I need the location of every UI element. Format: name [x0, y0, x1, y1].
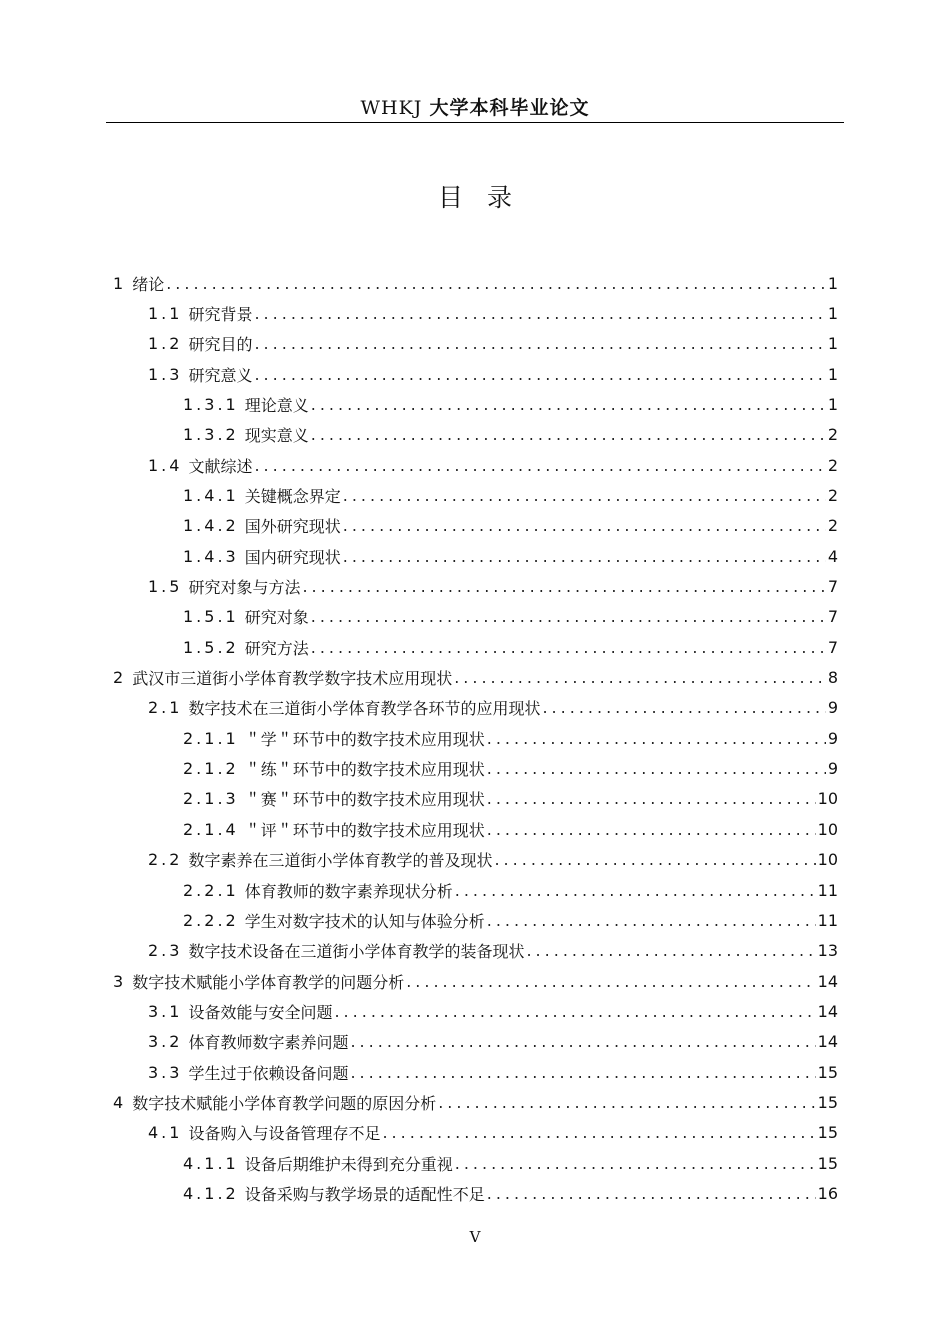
toc-entry-number: 1.4.1 [183, 485, 239, 505]
toc-entry-number: 1.4.3 [183, 546, 239, 566]
toc-entry-title: 理论意义 [244, 395, 309, 415]
toc-entry-title: 数字技术在三道街小学体育教学各环节的应用现状 [188, 699, 541, 719]
toc-entry-page: 15 [817, 1092, 838, 1112]
toc-entry[interactable] [113, 268, 838, 298]
toc-entry-title: 数字技术设备在三道街小学体育教学的装备现状 [188, 942, 525, 962]
toc-entry-page: 10 [817, 850, 838, 870]
toc-entry-page: 15 [817, 1062, 838, 1082]
toc-entry[interactable] [183, 1179, 838, 1209]
toc-entry-page: 16 [817, 1184, 838, 1203]
toc-leader-dots [406, 972, 815, 991]
toc-entry-title: 设备采购与教学场景的适配性不足 [244, 1185, 485, 1204]
toc-entry-number: 4.1 [148, 1123, 183, 1143]
toc-entry-number: 1.5.2 [183, 637, 239, 657]
toc-entry-title: 设备效能与安全问题 [188, 1002, 333, 1022]
toc-entry-page: 15 [817, 1123, 838, 1143]
toc-entry-page: 9 [827, 728, 838, 748]
toc-entry-number: 3.2 [148, 1032, 183, 1052]
toc-entry-title: 数字技术赋能小学体育教学的问题分析 [132, 972, 405, 992]
toc-entry-number: 2.1.3 [183, 789, 239, 809]
toc-entry-title: 设备购入与设备管理存不足 [188, 1124, 381, 1144]
toc-entry[interactable] [183, 754, 838, 784]
toc-leader-dots [487, 911, 816, 930]
toc-entry-number: 1.3.1 [183, 394, 239, 414]
toc-entry[interactable] [148, 1027, 838, 1057]
toc-entry[interactable] [183, 784, 838, 814]
toc-entry-title: ＂赛＂环节中的数字技术应用现状 [244, 790, 485, 810]
toc-entry-page: 10 [817, 789, 838, 809]
toc-entry-title: 现实意义 [244, 426, 309, 446]
toc-entry-page: 9 [827, 759, 838, 779]
toc-entry-number: 3.3 [148, 1062, 183, 1082]
toc-leader-dots [350, 1063, 815, 1082]
toc-entry-title: 文献综述 [188, 456, 253, 476]
toc-entry-title: 研究意义 [188, 365, 253, 385]
toc-entry[interactable] [148, 298, 838, 328]
toc-entry-number: 2.1 [148, 698, 183, 718]
toc-entry[interactable] [148, 996, 838, 1026]
toc-entry-page: 9 [827, 698, 838, 718]
toc-leader-dots [311, 395, 826, 414]
toc-entry-title: 研究对象 [244, 608, 309, 628]
toc-entry-title: 数字素养在三道街小学体育教学的普及现状 [188, 851, 493, 871]
toc-entry-number: 2.3 [148, 941, 183, 961]
toc-entry-number: 2.1.1 [183, 728, 239, 748]
toc-entry-number: 1.5.1 [183, 607, 239, 627]
toc-entry-title: 体育教师数字素养问题 [188, 1033, 349, 1053]
toc-leader-dots [382, 1123, 815, 1142]
toc-entry[interactable] [183, 389, 838, 419]
toc-leader-dots [438, 1093, 815, 1112]
toc-leader-dots [254, 365, 825, 384]
toc-entry-number: 1.3.2 [183, 425, 239, 445]
toc-entry-page: 1 [827, 273, 838, 293]
toc-entry[interactable] [148, 936, 838, 966]
toc-leader-dots [454, 668, 826, 687]
toc-entry-page: 11 [817, 880, 838, 900]
toc-entry[interactable] [183, 1148, 838, 1178]
toc-entry-title: 国外研究现状 [244, 517, 341, 537]
toc-leader-dots [526, 941, 815, 960]
toc-entry-page: 14 [817, 1001, 838, 1021]
toc-entry[interactable] [183, 814, 838, 844]
toc-leader-dots [311, 607, 826, 626]
toc-leader-dots [487, 820, 816, 839]
toc-leader-dots [487, 729, 826, 748]
toc-entry-page: 11 [817, 910, 838, 930]
toc-entry-title: 武汉市三道街小学体育教学数字技术应用现状 [132, 669, 453, 689]
toc-entry-number: 4 [113, 1092, 127, 1112]
toc-entry-page: 2 [827, 485, 838, 505]
toc-leader-dots [487, 759, 826, 778]
toc-entry[interactable] [183, 723, 838, 753]
toc-entry-title: ＂学＂环节中的数字技术应用现状 [244, 729, 485, 749]
toc-entry[interactable] [183, 480, 838, 510]
toc-entry-number: 2.2 [148, 850, 183, 870]
toc-entry-number: 2.1.2 [183, 759, 239, 779]
toc-entry-page: 2 [827, 425, 838, 445]
toc-entry-title: 设备后期维护未得到充分重视 [244, 1154, 453, 1174]
toc-entry-number: 1.3 [148, 364, 183, 384]
toc-entry[interactable] [183, 632, 838, 662]
toc-entry[interactable] [183, 875, 838, 905]
toc-leader-dots [254, 334, 825, 353]
toc-entry-title: ＂评＂环节中的数字技术应用现状 [244, 820, 485, 840]
toc-entry-number: 1.5 [148, 577, 183, 596]
toc-leader-dots [494, 850, 815, 869]
toc-entry[interactable] [148, 845, 838, 875]
toc-entry-page: 8 [827, 668, 838, 688]
toc-entry[interactable] [148, 359, 838, 389]
toc-leader-dots [350, 1032, 815, 1051]
toc-entry-number: 2.1.4 [183, 819, 239, 839]
toc-leader-dots [343, 486, 826, 505]
toc-entry-number: 1.4 [148, 455, 183, 475]
toc-leader-dots [542, 698, 825, 717]
toc-entry-number: 3.1 [148, 1001, 183, 1021]
toc-entry-number: 2 [113, 668, 127, 688]
header-title: 大学本科毕业论文 [429, 97, 590, 119]
toc-leader-dots [166, 274, 826, 293]
page-number: V [469, 1228, 481, 1246]
toc-leader-dots [487, 1184, 816, 1203]
toc-entry-page: 10 [817, 819, 838, 839]
toc-entry[interactable] [183, 602, 838, 632]
toc-entry-number: 1.2 [148, 334, 183, 354]
toc-entry-title: 国内研究现状 [244, 547, 341, 567]
toc-entry-page: 1 [827, 334, 838, 354]
toc-entry-title: 学生对数字技术的认知与体验分析 [244, 911, 485, 931]
toc-entry[interactable] [183, 905, 838, 935]
toc-entry[interactable] [148, 1057, 838, 1087]
toc-entry[interactable] [183, 541, 838, 571]
toc-entry-number: 4.1.2 [183, 1184, 239, 1203]
toc-leader-dots [343, 547, 826, 566]
toc-entry-number: 2.2.1 [183, 880, 239, 900]
header-latin: WHKJ [360, 97, 423, 119]
toc-leader-dots [311, 425, 826, 444]
toc-entry-number: 1.4.2 [183, 516, 239, 536]
toc-entry-number: 2.2.2 [183, 910, 239, 930]
toc-entry-title: 研究背景 [188, 304, 253, 324]
toc-leader-dots [487, 789, 816, 808]
toc-entry-page: 1 [827, 303, 838, 323]
toc-leader-dots [254, 456, 825, 475]
toc-entry[interactable] [183, 420, 838, 450]
toc-entry-page: 7 [827, 607, 838, 627]
toc-entry[interactable] [183, 511, 838, 541]
toc-entry-page: 7 [827, 577, 838, 596]
toc-leader-dots [254, 304, 825, 323]
toc-entry-page: 15 [817, 1153, 838, 1173]
toc-entry-title: 关键概念界定 [244, 486, 341, 506]
toc-entry-title: ＂练＂环节中的数字技术应用现状 [244, 760, 485, 780]
toc-entry-number: 3 [113, 971, 127, 991]
toc-entry-page: 1 [827, 364, 838, 384]
toc-leader-dots [455, 881, 816, 900]
toc-entry-title: 研究对象与方法 [188, 578, 301, 597]
toc-entry-page: 2 [827, 516, 838, 536]
toc-entry-title: 数字技术赋能小学体育教学问题的原因分析 [132, 1093, 437, 1113]
toc-entry-page: 7 [827, 637, 838, 657]
toc-entry[interactable] [113, 1087, 838, 1117]
toc-entry-page: 2 [827, 455, 838, 475]
header-rule [106, 122, 844, 123]
toc-leader-dots [343, 516, 826, 535]
toc-entry-number: 1.1 [148, 303, 183, 323]
toc-entry[interactable] [148, 450, 838, 480]
toc-leader-dots [302, 577, 825, 596]
toc-entry-title: 学生过于依赖设备问题 [188, 1063, 349, 1083]
toc-entry-title: 绪论 [132, 274, 165, 294]
toc-leader-dots [334, 1002, 815, 1021]
toc-entry-page: 14 [817, 971, 838, 991]
toc-entry[interactable] [148, 572, 838, 602]
toc-entry-page: 14 [817, 1032, 838, 1052]
toc-entry[interactable] [148, 329, 838, 359]
toc-entry-number: 4.1.1 [183, 1153, 239, 1173]
toc-title: 目录 [437, 183, 536, 212]
toc-entry[interactable] [113, 663, 838, 693]
toc-entry-page: 1 [827, 394, 838, 414]
toc-entry[interactable] [148, 1118, 838, 1148]
toc-leader-dots [311, 638, 826, 657]
toc-entry-page: 4 [827, 546, 838, 566]
toc-leader-dots [455, 1154, 816, 1173]
toc-entry-title: 研究方法 [244, 638, 309, 658]
toc-entry[interactable] [148, 693, 838, 723]
toc-entry-page: 13 [817, 941, 838, 961]
toc-entry-title: 体育教师的数字素养现状分析 [244, 881, 453, 901]
toc-entry[interactable] [113, 966, 838, 996]
toc-entry-title: 研究目的 [188, 335, 253, 355]
toc-entry-number: 1 [113, 273, 127, 293]
page-header [106, 92, 844, 124]
